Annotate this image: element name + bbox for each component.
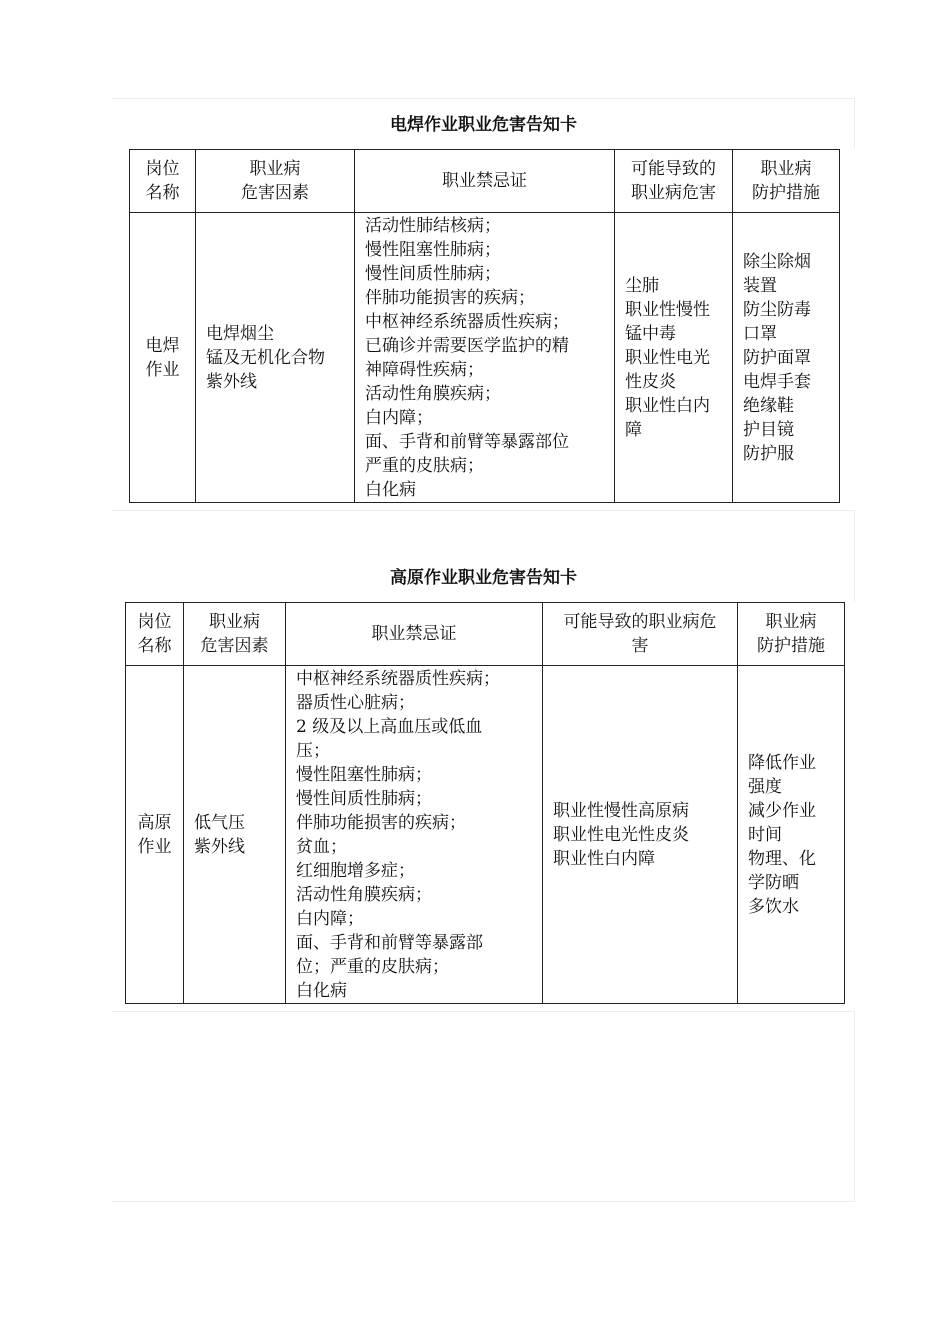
cell-measures: 降低作业 强度 减少作业 时间 物理、化 学防晒 多饮水 [738, 666, 845, 1004]
cell-contraindications: 活动性肺结核病； 慢性阻塞性肺病； 慢性间质性肺病； 伴肺功能损害的疾病； 中枢神经系统器质性疾病； 已确诊并需要医学监护的精 神障碍性疾病； 活动性角膜疾病； 白内障； 面、手背和前臂等暴露部位 严重的皮肤病； 白化病 [355, 213, 615, 503]
cell-hazard: 尘肺 职业性慢性 锰中毒 职业性电光 性皮炎 职业性白内 障 [615, 213, 733, 503]
table-header-row [130, 150, 840, 213]
cell-factors: 低气压 紫外线 [184, 666, 286, 1004]
card-title: 电焊作业职业危害告知卡 [390, 115, 577, 135]
card-frame-top-2 [112, 510, 855, 602]
cell-post: 高原 作业 [126, 666, 184, 1004]
header-factors: 职业病 危害因素 [184, 603, 286, 666]
header-measures: 职业病 防护措施 [738, 603, 845, 666]
table-header-row [126, 603, 845, 666]
header-contraindications: 职业禁忌证 [355, 150, 615, 213]
cell-contraindications: 中枢神经系统器质性疾病； 器质性心脏病； 2 级及以上高血压或低血 压； 慢性阻塞性肺病； 慢性间质性肺病； 伴肺功能损害的疾病； 贫血； 红细胞增多症； 活动性角膜疾病； 白内障； 面、手背和前臂等暴露部 位；严重的皮肤病； 白化病 [286, 666, 543, 1004]
card-title: 高原作业职业危害告知卡 [390, 568, 577, 588]
cell-post: 电焊 作业 [130, 213, 196, 503]
hazard-card-table [129, 149, 840, 503]
hazard-card-table [125, 602, 845, 1004]
header-hazard: 可能导致的职业病危 害 [543, 603, 738, 666]
cell-factors: 电焊烟尘 锰及无机化合物 紫外线 [196, 213, 355, 503]
header-post: 岗位 名称 [126, 603, 184, 666]
header-post: 岗位 名称 [130, 150, 196, 213]
table-row [130, 213, 840, 503]
table-row [126, 666, 845, 1004]
blank-frame [112, 1011, 855, 1202]
header-hazard: 可能导致的 职业病危害 [615, 150, 733, 213]
header-measures: 职业病 防护措施 [733, 150, 840, 213]
header-contraindications: 职业禁忌证 [286, 603, 543, 666]
cell-measures: 除尘除烟 装置 防尘防毒 口罩 防护面罩 电焊手套 绝缘鞋 护目镜 防护服 [733, 213, 840, 503]
cell-hazard: 职业性慢性高原病 职业性电光性皮炎 职业性白内障 [543, 666, 738, 1004]
header-factors: 职业病 危害因素 [196, 150, 355, 213]
